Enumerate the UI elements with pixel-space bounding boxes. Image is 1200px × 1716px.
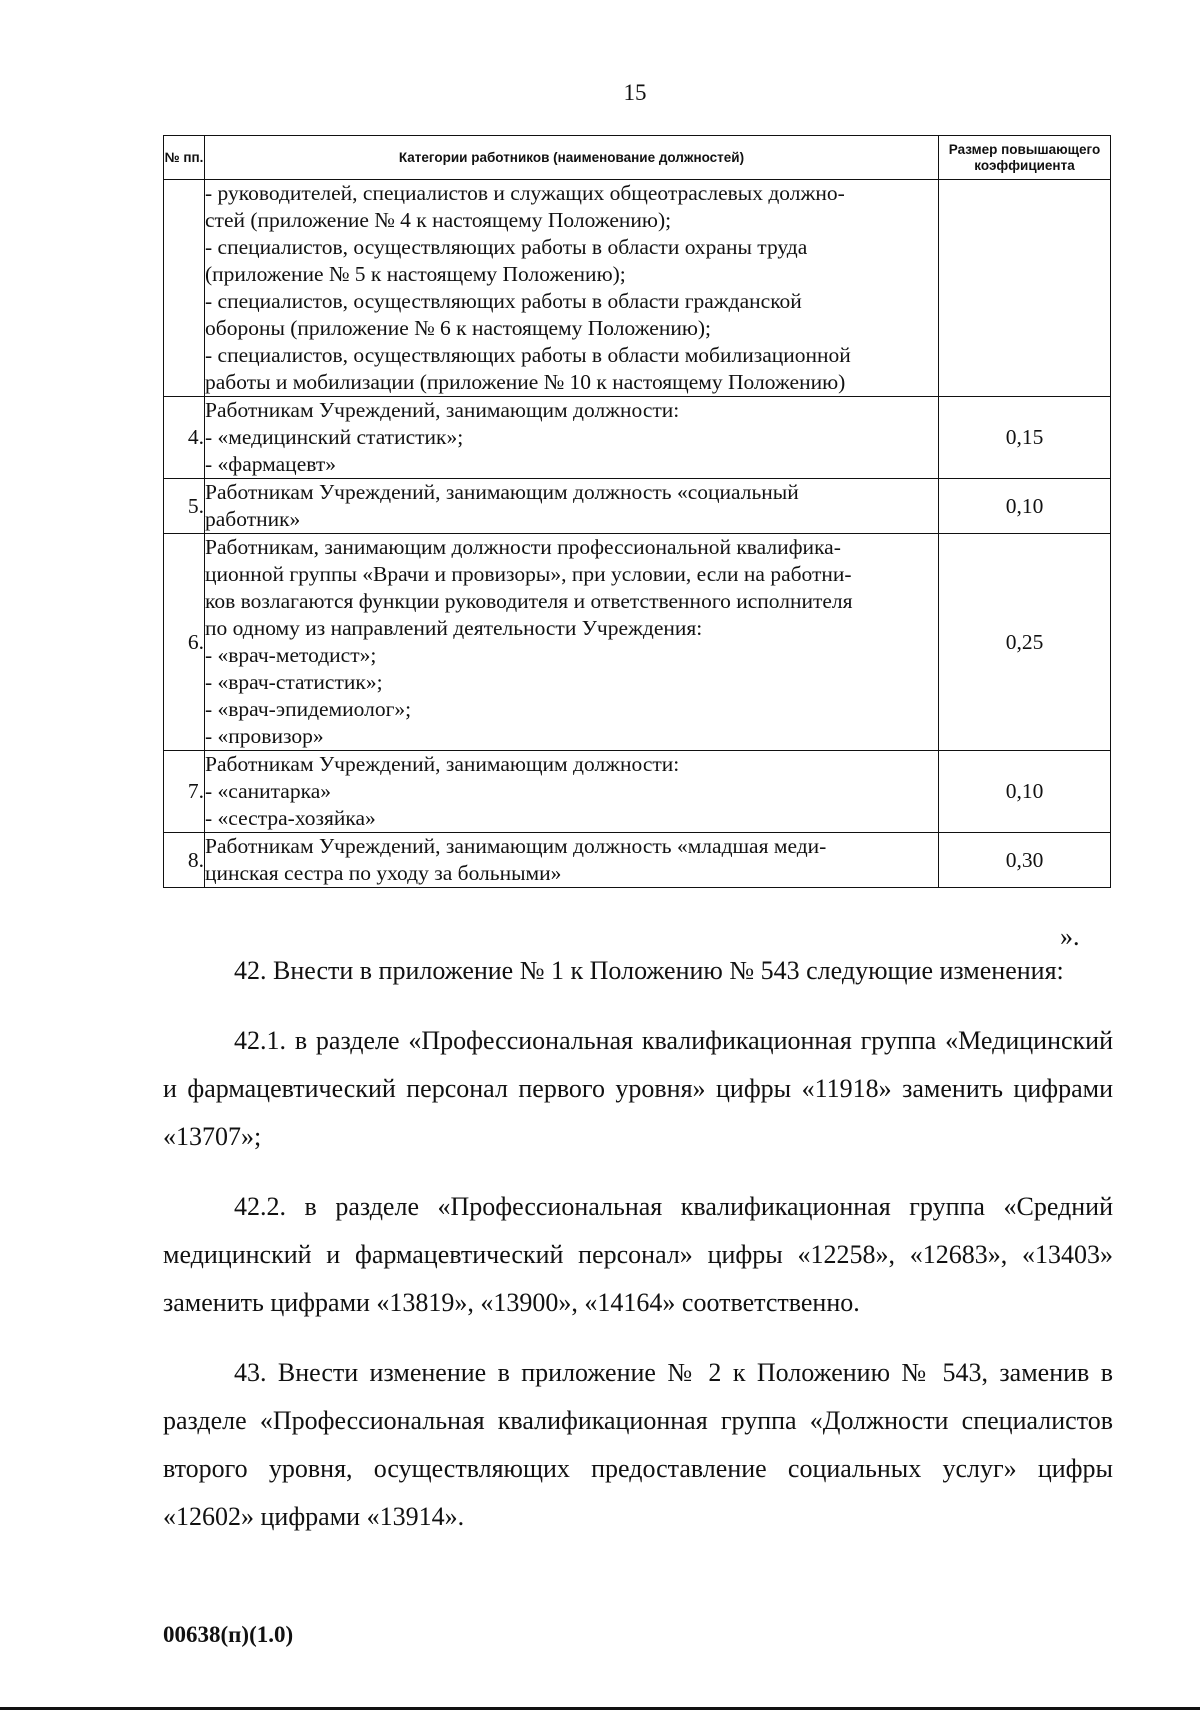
row-coefficient: 0,30 xyxy=(939,833,1111,888)
paragraph-42-2: 42.2. в разделе «Профессиональная квалификационная группа «Средний медицинский и фармацевтический персонал» цифры «12258», «12683», «13403» заменить цифрами «13819», «13900», «14164» соответственно. xyxy=(163,1192,1113,1317)
category-line: Работникам Учреждений, занимающим должность «младшая меди- xyxy=(205,834,827,858)
category-line: ков возлагаются функции руководителя и ответственного исполнителя xyxy=(205,589,853,613)
row-coefficient: 0,10 xyxy=(939,479,1111,534)
category-line: Работникам Учреждений, занимающим должность «социальный xyxy=(205,480,799,504)
category-line: - «врач-статистик»; xyxy=(205,670,383,694)
paragraph-43: 43. Внести изменение в приложение № 2 к Положению № 543, заменив в разделе «Профессиональная квалификационная группа «Должности специалистов второго уровня, осуществляющих предоставление социальных услуг» цифры «12602» цифрами «13914». xyxy=(163,1358,1113,1531)
category-line: - руководителей, специалистов и служащих общеотраслевых должно- xyxy=(205,181,845,205)
row-coefficient: 0,25 xyxy=(939,534,1111,751)
category-line: - «фармацевт» xyxy=(205,452,336,476)
table-body xyxy=(164,180,1111,888)
row-category xyxy=(205,397,939,479)
table-row xyxy=(164,833,1111,888)
header-coefficient: Размер повышающего коэффициента xyxy=(939,136,1111,180)
row-category xyxy=(205,751,939,833)
coefficients-table xyxy=(163,135,1111,888)
row-category xyxy=(205,180,939,397)
category-line: Работникам, занимающим должности профессиональной квалифика- xyxy=(205,535,841,559)
category-line: Работникам Учреждений, занимающим должности: xyxy=(205,398,680,422)
category-line: - «врач-эпидемиолог»; xyxy=(205,697,412,721)
category-line: работник» xyxy=(205,507,301,531)
row-number: 6. xyxy=(164,534,205,751)
category-line: (приложение № 5 к настоящему Положению); xyxy=(205,262,626,286)
row-number: 4. xyxy=(164,397,205,479)
category-line: цинская сестра по уходу за больными» xyxy=(205,861,562,885)
table-row xyxy=(164,397,1111,479)
category-line: - «провизор» xyxy=(205,724,324,748)
row-number xyxy=(164,180,205,397)
row-coefficient: 0,10 xyxy=(939,751,1111,833)
paragraph-42-1: 42.1. в разделе «Профессиональная квалификационная группа «Медицинский и фармацевтический персонал первого уровня» цифры «11918» заменить цифрами «13707»; xyxy=(163,1026,1113,1151)
table-row xyxy=(164,180,1111,397)
header-num: № пп. xyxy=(164,136,205,180)
closing-quote: ». xyxy=(1060,922,1080,951)
table-row xyxy=(164,751,1111,833)
row-category xyxy=(205,479,939,534)
table-row xyxy=(164,479,1111,534)
bottom-edge-line xyxy=(0,1707,1200,1710)
table-row xyxy=(164,534,1111,751)
category-line: стей (приложение № 4 к настоящему Положению); xyxy=(205,208,672,232)
row-coefficient xyxy=(939,180,1111,397)
category-line: работы и мобилизации (приложение № 10 к настоящему Положению) xyxy=(205,370,846,394)
category-line: - «медицинский статистик»; xyxy=(205,425,464,449)
category-line: - специалистов, осуществляющих работы в области охраны труда xyxy=(205,235,808,259)
row-number: 7. xyxy=(164,751,205,833)
paragraph-42: 42. Внести в приложение № 1 к Положению № 543 следующие изменения: xyxy=(234,956,1064,985)
page-number: 15 xyxy=(623,80,647,105)
category-line: - специалистов, осуществляющих работы в области мобилизационной xyxy=(205,343,851,367)
row-number: 8. xyxy=(164,833,205,888)
table-header-row xyxy=(164,136,1111,180)
category-line: Работникам Учреждений, занимающим должности: xyxy=(205,752,680,776)
header-category: Категории работников (наименование должностей) xyxy=(205,136,939,180)
row-coefficient: 0,15 xyxy=(939,397,1111,479)
document-code: 00638(п)(1.0) xyxy=(163,1622,294,1647)
row-number: 5. xyxy=(164,479,205,534)
category-line: - «сестра-хозяйка» xyxy=(205,806,376,830)
category-line: ционной группы «Врачи и провизоры», при условии, если на работни- xyxy=(205,562,852,586)
category-line: обороны (приложение № 6 к настоящему Положению); xyxy=(205,316,712,340)
row-category xyxy=(205,534,939,751)
body-text xyxy=(163,947,1113,1563)
category-line: по одному из направлений деятельности Учреждения: xyxy=(205,616,703,640)
category-line: - «санитарка» xyxy=(205,779,332,803)
category-line: - специалистов, осуществляющих работы в области гражданской xyxy=(205,289,802,313)
category-line: - «врач-методист»; xyxy=(205,643,377,667)
row-category xyxy=(205,833,939,888)
